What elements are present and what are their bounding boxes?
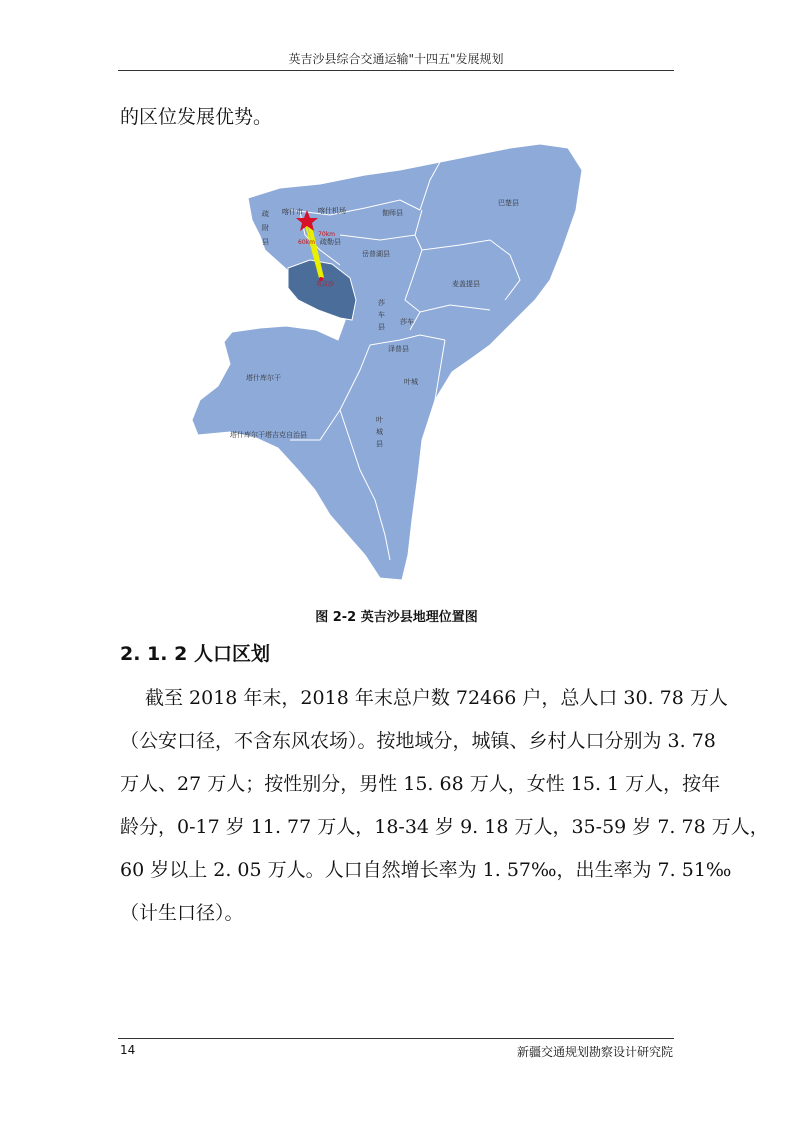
location-map: [190, 140, 610, 590]
map-label-70km: 70km: [318, 231, 335, 238]
body-line-1: 截至 2018 年末，2018 年末总户数 72466 户，总人口 30. 78 万人: [145, 687, 728, 709]
section-title: 2. 1. 2 人口区划: [120, 643, 270, 665]
map-label-shule: 疏勒县: [320, 238, 341, 246]
map-label-yecheng-3: 县: [376, 440, 383, 448]
figure-caption: 图 2-2 英吉沙县地理位置图: [315, 610, 478, 625]
map-label-airport: 喀什机场: [318, 207, 346, 215]
map-label-yecheng-1: 叶: [376, 416, 383, 424]
intro-line: 的区位发展优势。: [120, 106, 273, 128]
map-label-tashkurgan-town: 塔什库尔干: [246, 374, 281, 382]
footer-organization: 新疆交通规划勘察设计研究院: [516, 1045, 673, 1059]
map-label-shache-2: 车: [378, 311, 385, 319]
body-line-3: 万人、27 万人；按性别分，男性 15. 68 万人，女性 15. 1 万人，按年: [120, 773, 721, 795]
map-label-shufu-3: 县: [262, 238, 269, 246]
body-line-6: （计生口径）。: [120, 902, 244, 924]
body-line-2: （公安口径，不含东风农场）。按地域分，城镇、乡村人口分别为 3. 78: [120, 730, 716, 752]
body-line-4: 龄分，0-17 岁 11. 77 万人，18-34 岁 9. 18 万人，35-59 岁 7. 78 万人，: [120, 816, 769, 838]
map-label-shufu-2: 附: [262, 224, 269, 232]
map-label-maigaiti: 麦盖提县: [452, 280, 480, 288]
map-label-zepu: 泽普县: [388, 345, 409, 353]
header-rule: [118, 70, 674, 71]
page-number: 14: [120, 1043, 136, 1057]
map-label-yecheng-town: 叶城: [404, 378, 418, 386]
body-line-5: 60 岁以上 2. 05 万人。人口自然增长率为 1. 57‰，出生率为 7. 51‰: [120, 859, 732, 881]
map-label-bachu: 巴楚县: [498, 199, 519, 207]
map-label-yingjisha: 英吉沙: [316, 281, 335, 288]
map-label-yecheng-2: 城: [376, 428, 383, 436]
map-label-tashkurgan: 塔什库尔干塔吉克自治县: [230, 431, 307, 439]
map-label-jiashi: 伽师县: [382, 209, 403, 217]
footer-rule: [118, 1038, 674, 1039]
map-label-kashi: 喀什市: [282, 208, 303, 216]
map-label-yuepuhu: 岳普湖县: [362, 250, 390, 258]
map-label-shache-3: 县: [378, 323, 385, 331]
map-label-shache-1: 莎: [378, 299, 385, 307]
map-label-60km: 60km: [298, 239, 315, 246]
map-label-shache-town: 莎车: [400, 318, 414, 326]
map-label-shufu-1: 疏: [262, 210, 269, 218]
running-header: 英吉沙县综合交通运输"十四五"发展规划: [288, 52, 504, 66]
